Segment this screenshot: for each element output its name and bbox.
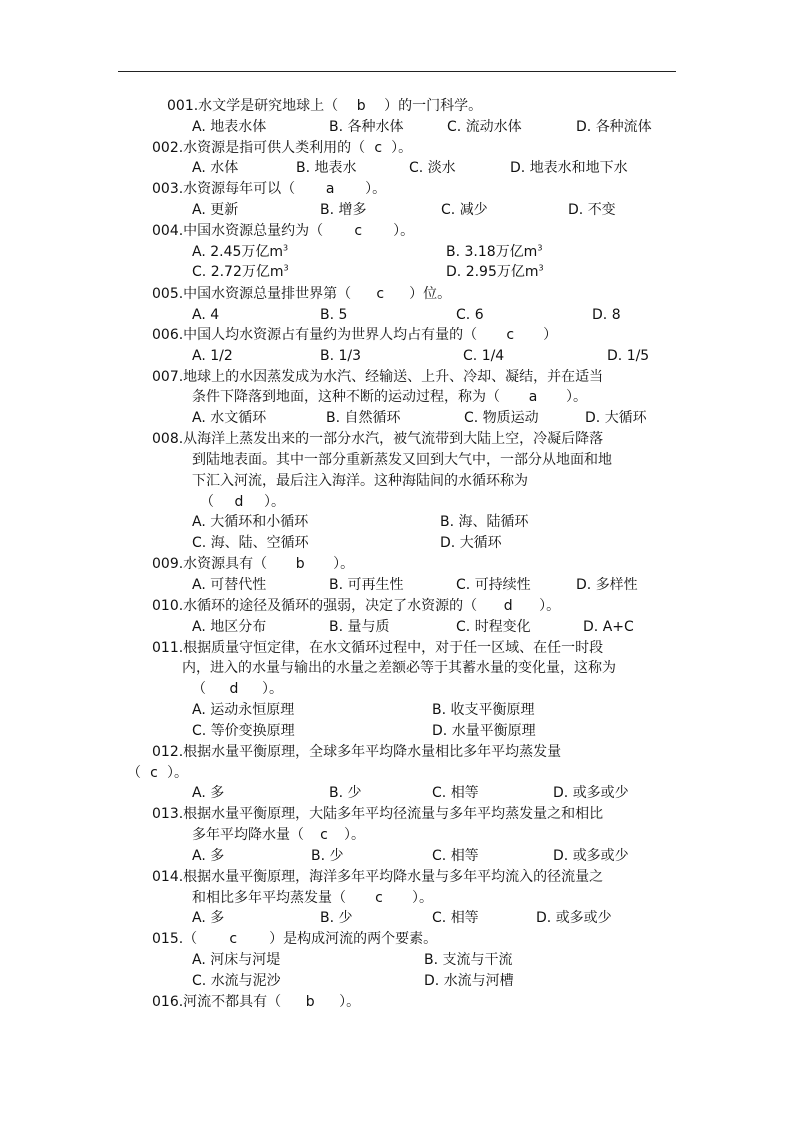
option-b: B. 5 <box>320 307 348 323</box>
answer-value: a <box>325 181 335 197</box>
question-stem: 水循环的途径及循环的强弱，决定了水资源的（ <box>183 598 478 614</box>
option-c: C. 相等 <box>432 910 479 926</box>
question-number: 009. <box>152 556 184 572</box>
question-stem: 河流不都具有（ <box>183 994 282 1010</box>
option-d: D. 不变 <box>568 202 616 218</box>
question-015 <box>152 929 437 949</box>
question-number: 010. <box>152 598 184 614</box>
question-number: 013. <box>152 806 184 822</box>
question-number: 006. <box>152 327 184 343</box>
question-016 <box>152 992 360 1012</box>
answer-value: b <box>305 994 315 1010</box>
option-a: A. 多 <box>192 910 225 926</box>
question-stem: 中国水资源总量约为（ <box>183 223 324 239</box>
question-009 <box>152 554 354 574</box>
question-013 <box>152 804 603 824</box>
question-number: 003. <box>152 181 184 197</box>
answer-value: a <box>528 389 538 405</box>
option-c: C. 减少 <box>441 202 488 218</box>
option-d: D. 或多或少 <box>553 785 629 801</box>
question-number: 008. <box>152 431 184 447</box>
question-stem: 地球上的水因蒸发成为水汽、经输送、上升、冷却、凝结，并在适当 <box>183 369 604 385</box>
question-stem-cont: 和相比多年平均蒸发量（ c ）。 <box>192 890 433 906</box>
question-001 <box>167 96 482 116</box>
question-stem-end: ）。 <box>333 556 355 572</box>
option-b: B. 地表水 <box>296 160 357 176</box>
question-stem: 中国人均水资源占有量约为世界人均占有量的（ <box>183 327 478 343</box>
question-number: 007. <box>152 369 184 385</box>
question-stem-cont: 下汇入河流，最后注入海洋。这种海陆间的水循环称为 <box>192 473 528 489</box>
option-d: D. 水流与河槽 <box>424 973 514 989</box>
option-b: B. 可再生性 <box>329 577 404 593</box>
question-stem-end: ）。 <box>365 181 387 197</box>
option-b: B. 收支平衡原理 <box>432 702 535 718</box>
question-stem-cont: 条件下降落到地面，这种不断的运动过程，称为（ a ）。 <box>192 389 587 405</box>
option-a: A. 河床与河堤 <box>192 952 281 968</box>
question-011 <box>152 638 603 658</box>
option-a: A. 运动永恒原理 <box>192 702 295 718</box>
option-c: C. 6 <box>456 307 484 323</box>
option-a: A. 2.45万亿$m^3$ <box>192 243 289 260</box>
answer-value: b <box>356 98 366 114</box>
question-stem-cont: 到陆地表面。其中一部分重新蒸发又回到大气中，一部分从地面和地 <box>192 452 612 468</box>
question-stem: 水资源是指可供人类利用的（ <box>183 140 366 156</box>
option-c: C. 2.72万亿$m^3$ <box>192 263 289 280</box>
answer-value: c <box>506 327 515 343</box>
option-b: B. 海、陆循环 <box>440 514 529 530</box>
option-d: D. 各种流体 <box>576 119 652 135</box>
option-a: A. 1/2 <box>192 348 233 364</box>
option-b: B. 少 <box>329 785 362 801</box>
question-stem: 水资源具有（ <box>183 556 268 572</box>
question-stem: 根据水量平衡原理，全球多年平均降水量相比多年平均蒸发量 <box>183 744 562 760</box>
answer-value: c <box>150 765 158 781</box>
question-stem-end: ）。 <box>391 140 413 156</box>
question-004 <box>152 221 414 241</box>
answer-value: c <box>320 827 328 843</box>
question-stem: 根据水量平衡原理，海洋多年平均降水量与多年平均流入的径流量之 <box>183 869 604 885</box>
option-b: B. 少 <box>311 848 344 864</box>
question-010 <box>152 596 560 616</box>
question-stem-cont: （ c ）。 <box>127 765 188 781</box>
option-a: A. 地表水体 <box>192 119 267 135</box>
question-stem: 从海洋上蒸发出来的一部分水汽，被气流带到大陆上空，冷凝后降落 <box>183 431 604 447</box>
option-a: A. 水文循环 <box>192 410 267 426</box>
question-007 <box>152 367 603 387</box>
option-a: A. 水体 <box>192 160 239 176</box>
answer-value: c <box>376 286 385 302</box>
option-d: D. 多样性 <box>576 577 638 593</box>
option-c: C. 流动水体 <box>447 119 522 135</box>
option-b: B. 少 <box>320 910 353 926</box>
option-a: A. 多 <box>192 785 225 801</box>
option-c: C. 可持续性 <box>456 577 531 593</box>
question-stem-cont: （ d ）。 <box>192 681 283 697</box>
question-number: 012. <box>152 744 184 760</box>
question-005 <box>152 284 451 304</box>
question-stem: 根据水量平衡原理，大陆多年平均径流量与多年平均蒸发量之和相比 <box>183 806 604 822</box>
question-003 <box>152 179 386 199</box>
option-c: C. 相等 <box>432 848 479 864</box>
option-c: C. 海、陆、空循环 <box>192 535 309 551</box>
option-b: B. 增多 <box>320 202 367 218</box>
question-stem-end: ）。 <box>539 598 561 614</box>
option-c: C. 1/4 <box>463 348 505 364</box>
option-a: A. 多 <box>192 848 225 864</box>
option-a: A. 可替代性 <box>192 577 267 593</box>
option-c: C. 水流与泥沙 <box>192 973 281 989</box>
option-d: D. A+C <box>583 619 634 635</box>
question-002 <box>152 138 412 158</box>
answer-value: c <box>354 223 363 239</box>
question-stem: 中国水资源总量排世界第（ <box>183 286 352 302</box>
option-d: D. 或多或少 <box>553 848 629 864</box>
question-stem-cont: 内，进入的水量与输出的水量之差额必等于其蓄水量的变化量，这称为 <box>182 660 616 676</box>
option-c: C. 时程变化 <box>456 619 531 635</box>
answer-value: d <box>234 494 244 510</box>
question-number: 001. <box>167 98 199 114</box>
answer-value: b <box>295 556 305 572</box>
question-number: 011. <box>152 640 184 656</box>
option-b: B. 支流与干流 <box>424 952 513 968</box>
question-number: 016. <box>152 994 184 1010</box>
question-006 <box>152 325 557 345</box>
question-014 <box>152 867 603 887</box>
option-c: C. 相等 <box>432 785 479 801</box>
question-stem-end: ）是构成河流的两个要素。 <box>269 931 438 947</box>
question-number: 014. <box>152 869 184 885</box>
question-number: 002. <box>152 140 184 156</box>
question-stem-end: ）的一门科学。 <box>384 98 483 114</box>
option-b: B. 各种水体 <box>329 119 404 135</box>
answer-value: c <box>375 890 383 906</box>
option-a: A. 大循环和小循环 <box>192 514 309 530</box>
option-b: B. 1/3 <box>320 348 362 364</box>
option-c: C. 物质运动 <box>464 410 539 426</box>
question-stem-cont: 多年平均降水量（ c ）。 <box>192 827 365 843</box>
question-stem: 水资源每年可以（ <box>183 181 296 197</box>
option-a: A. 地区分布 <box>192 619 267 635</box>
option-c: C. 等价变换原理 <box>192 723 295 739</box>
question-stem-cont: （ d ）。 <box>200 494 285 510</box>
question-stem: 根据质量守恒定律，在水文循环过程中，对于任一区域、在任一时段 <box>183 640 604 656</box>
question-number: 004. <box>152 223 184 239</box>
question-008 <box>152 429 603 449</box>
question-012 <box>152 742 561 762</box>
option-a: A. 4 <box>192 307 220 323</box>
question-stem-end: ）。 <box>339 994 361 1010</box>
option-d: D. 大循环 <box>440 535 502 551</box>
header-rule <box>118 71 676 72</box>
answer-value: d <box>229 681 239 697</box>
option-b: B. 3.18万亿$m^3$ <box>446 243 543 260</box>
answer-value: c <box>374 140 383 156</box>
option-d: D. 水量平衡原理 <box>432 723 536 739</box>
option-d: D. 或多或少 <box>536 910 612 926</box>
question-stem-end: ）位。 <box>409 286 452 302</box>
option-d: D. 1/5 <box>607 348 650 364</box>
option-b: B. 自然循环 <box>326 410 401 426</box>
question-number: 015. <box>152 931 184 947</box>
answer-value: c <box>229 931 238 947</box>
option-b: B. 量与质 <box>329 619 390 635</box>
question-stem-end: ） <box>543 327 558 343</box>
option-a: A. 更新 <box>192 202 239 218</box>
question-stem: （ <box>183 931 198 947</box>
option-d: D. 2.95万亿$m^3$ <box>446 263 544 280</box>
question-stem-end: ）。 <box>393 223 415 239</box>
option-c: C. 淡水 <box>409 160 456 176</box>
option-d: D. 大循环 <box>585 410 647 426</box>
answer-value: d <box>503 598 513 614</box>
question-stem: 水文学是研究地球上（ <box>198 98 339 114</box>
question-number: 005. <box>152 286 184 302</box>
option-d: D. 地表水和地下水 <box>510 160 628 176</box>
option-d: D. 8 <box>592 307 621 323</box>
